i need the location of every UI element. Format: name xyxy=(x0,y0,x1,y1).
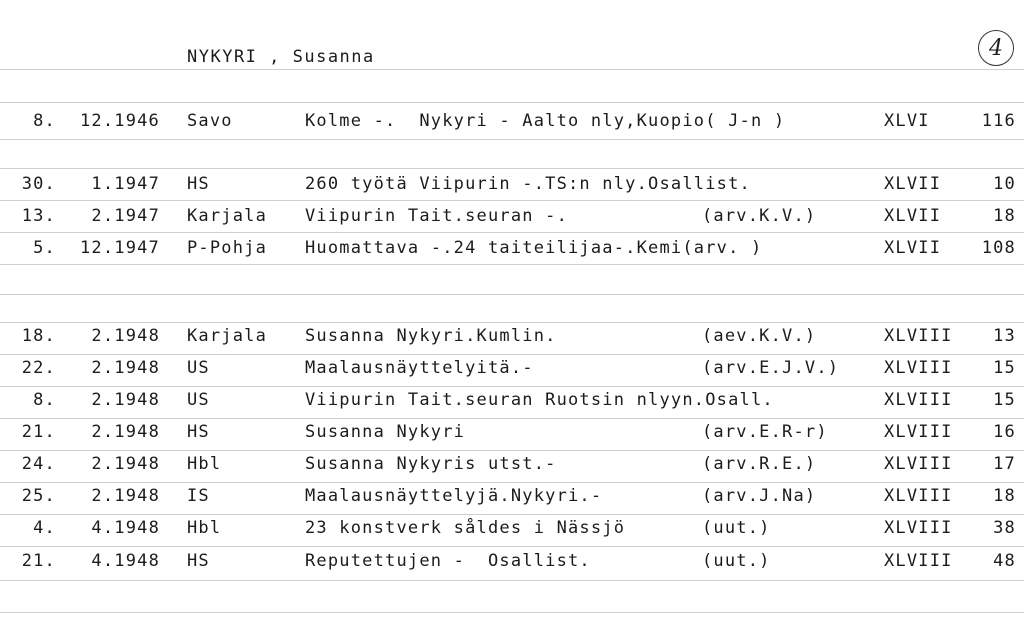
ruled-line xyxy=(0,580,1024,581)
entry-date: 2.1948 xyxy=(91,486,160,506)
ruled-line xyxy=(0,102,1024,103)
entry-source: Hbl xyxy=(187,518,222,538)
ruled-line xyxy=(0,294,1024,295)
entry-date: 2.1948 xyxy=(91,454,160,474)
entry-source: Karjala xyxy=(187,326,268,346)
ruled-line xyxy=(0,354,1024,355)
entry-day: 24. xyxy=(21,454,56,474)
ruled-line xyxy=(0,612,1024,613)
entry-day: 21. xyxy=(21,422,56,442)
entry-source: IS xyxy=(187,486,210,506)
entry-volume: XLVII xyxy=(884,174,942,194)
entry-source: Karjala xyxy=(187,206,268,226)
entry-note: (arv.E.J.V.) xyxy=(702,358,840,378)
ruled-line xyxy=(0,418,1024,419)
entry-source: US xyxy=(187,358,210,378)
entry-date: 4.1948 xyxy=(91,518,160,538)
entry-volume: XLVI xyxy=(884,111,930,131)
entry-note: (uut.) xyxy=(702,518,771,538)
entry-note: (arv.K.V.) xyxy=(702,206,817,226)
entry-date: 1.1947 xyxy=(91,174,160,194)
entry-title: Maalausnäyttelyitä.- xyxy=(305,358,534,378)
entry-title: Susanna Nykyris utst.- xyxy=(305,454,557,474)
ruled-line xyxy=(0,482,1024,483)
entry-day: 4. xyxy=(33,518,56,538)
entry-day: 8. xyxy=(33,390,56,410)
entry-title: 23 konstverk såldes i Nässjö xyxy=(305,518,626,538)
entry-date: 2.1948 xyxy=(91,422,160,442)
entry-volume: XLVIII xyxy=(884,518,953,538)
entry-volume: XLVIII xyxy=(884,390,953,410)
entry-date: 2.1948 xyxy=(91,326,160,346)
ruled-line xyxy=(0,386,1024,387)
entry-day: 21. xyxy=(21,551,56,571)
entry-date: 12.1947 xyxy=(79,238,160,258)
entry-page: 18 xyxy=(993,206,1016,226)
entry-note: (arv.J.Na) xyxy=(702,486,817,506)
entry-date: 2.1948 xyxy=(91,390,160,410)
entry-day: 22. xyxy=(21,358,56,378)
entry-page: 38 xyxy=(993,518,1016,538)
ruled-line xyxy=(0,69,1024,70)
entry-volume: XLVIII xyxy=(884,486,953,506)
entry-day: 18. xyxy=(21,326,56,346)
entry-volume: XLVII xyxy=(884,238,942,258)
entry-source: HS xyxy=(187,174,210,194)
entry-page: 18 xyxy=(993,486,1016,506)
entry-page: 16 xyxy=(993,422,1016,442)
entry-source: HS xyxy=(187,422,210,442)
ruled-line xyxy=(0,322,1024,323)
card-number-badge: 4 xyxy=(978,30,1014,66)
entry-volume: XLVIII xyxy=(884,454,953,474)
entry-note: (arv.R.E.) xyxy=(702,454,817,474)
entry-date: 4.1948 xyxy=(91,551,160,571)
entry-note: (uut.) xyxy=(702,551,771,571)
entry-title: Viipurin Tait.seuran Ruotsin nlyyn.Osall. xyxy=(305,390,774,410)
ruled-line xyxy=(0,200,1024,201)
entry-page: 15 xyxy=(993,358,1016,378)
entry-page: 116 xyxy=(981,111,1016,131)
entry-source: HS xyxy=(187,551,210,571)
entry-page: 10 xyxy=(993,174,1016,194)
ruled-line xyxy=(0,168,1024,169)
entry-title: Viipurin Tait.seuran -. xyxy=(305,206,569,226)
entry-day: 30. xyxy=(21,174,56,194)
entry-title: Reputettujen - Osallist. xyxy=(305,551,591,571)
ruled-line xyxy=(0,139,1024,140)
entry-note: (arv.E.R-r) xyxy=(702,422,828,442)
entry-volume: XLVIII xyxy=(884,551,953,571)
entry-page: 108 xyxy=(981,238,1016,258)
entry-day: 25. xyxy=(21,486,56,506)
entry-title: Susanna Nykyri xyxy=(305,422,466,442)
entry-source: P-Pohja xyxy=(187,238,268,258)
entry-title: Huomattava -.24 taiteilijaa-.Kemi(arv. ) xyxy=(305,238,763,258)
entry-source: US xyxy=(187,390,210,410)
entry-date: 2.1948 xyxy=(91,358,160,378)
entry-source: Savo xyxy=(187,111,233,131)
entry-day: 8. xyxy=(33,111,56,131)
entry-volume: XLVII xyxy=(884,206,942,226)
entry-title: Susanna Nykyri.Kumlin. xyxy=(305,326,557,346)
entry-day: 13. xyxy=(21,206,56,226)
ruled-line xyxy=(0,514,1024,515)
ruled-line xyxy=(0,264,1024,265)
entry-page: 13 xyxy=(993,326,1016,346)
entry-source: Hbl xyxy=(187,454,222,474)
entry-date: 2.1947 xyxy=(91,206,160,226)
entry-page: 15 xyxy=(993,390,1016,410)
ruled-line xyxy=(0,232,1024,233)
entry-title: 260 työtä Viipurin -.TS:n nly.Osallist. xyxy=(305,174,751,194)
ruled-line xyxy=(0,450,1024,451)
entry-title: Kolme -. Nykyri - Aalto nly,Kuopio( J-n ) xyxy=(305,111,786,131)
entry-note: (aev.K.V.) xyxy=(702,326,817,346)
card-title: NYKYRI , Susanna xyxy=(187,47,375,67)
entry-page: 17 xyxy=(993,454,1016,474)
ruled-line xyxy=(0,546,1024,547)
entry-date: 12.1946 xyxy=(79,111,160,131)
entry-page: 48 xyxy=(993,551,1016,571)
entry-volume: XLVIII xyxy=(884,358,953,378)
entry-volume: XLVIII xyxy=(884,326,953,346)
entry-day: 5. xyxy=(33,238,56,258)
entry-volume: XLVIII xyxy=(884,422,953,442)
entry-title: Maalausnäyttelyjä.Nykyri.- xyxy=(305,486,603,506)
